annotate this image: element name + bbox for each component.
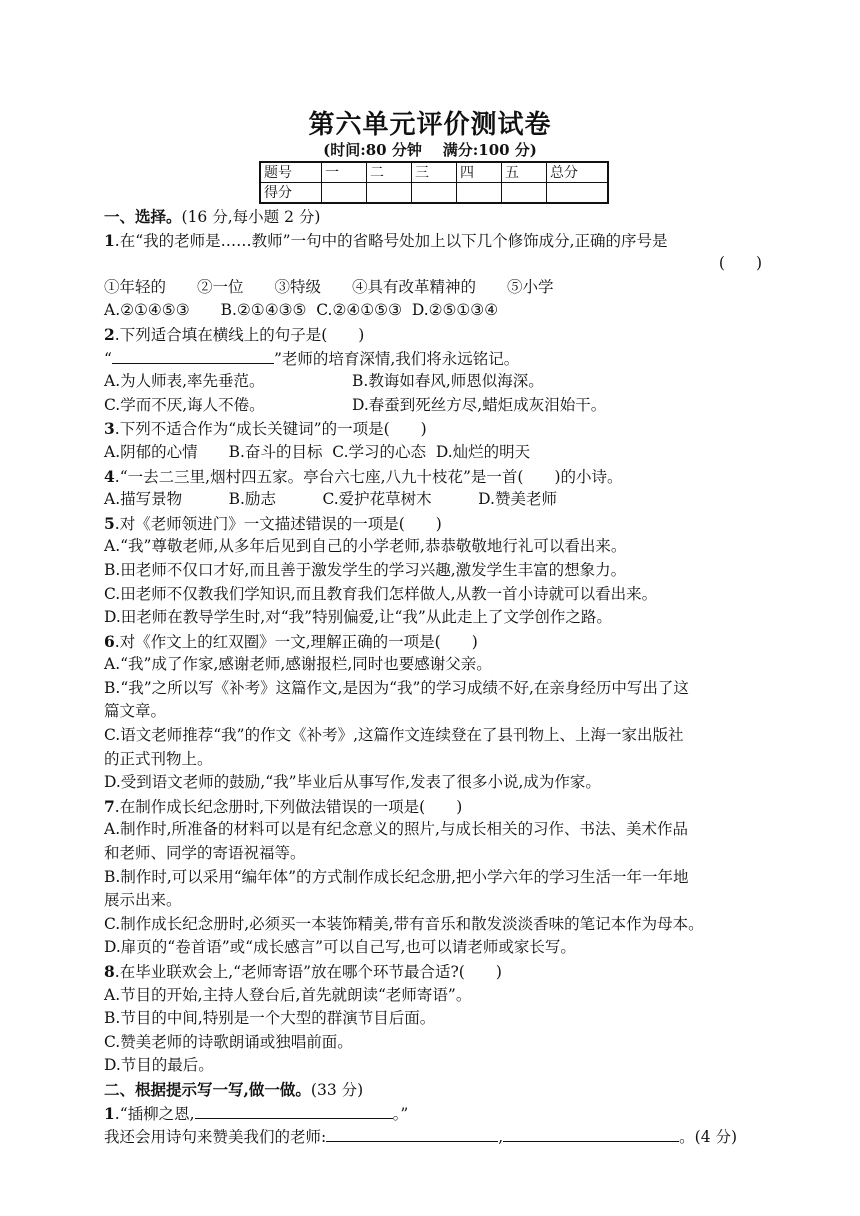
question-7-option-c: C.制作成长纪念册时,必须买一本装饰精美,带有音乐和散发淡淡香味的笔记本作为母本。: [104, 914, 704, 933]
question-4-options: A.描写景物 B.励志 C.爱护花草树木 D.赞美老师: [104, 490, 557, 509]
section-heading: 一、选择。(16 分,每小题 2 分): [104, 207, 321, 226]
question-7-option-a-cont: 和老师、同学的寄语祝福等。: [104, 844, 306, 863]
score-cell[interactable]: [322, 183, 367, 204]
question-8-option-b: B.节目的中间,特别是一个大型的群演节目后面。: [104, 1009, 436, 1028]
question-6-option-d: D.受到语文老师的鼓励,“我”毕业后从事写作,发表了很多小说,成为作家。: [104, 773, 601, 792]
question-5: 5.对《老师领进门》一文描述错误的一项是( ): [104, 513, 442, 533]
fill-blank[interactable]: [195, 1102, 393, 1119]
score-header-cell: 四: [457, 162, 502, 183]
exam-content: [104, 205, 762, 1149]
question-6-option-a: A.“我”成了作家,感谢老师,感谢报栏,同时也要感谢父亲。: [104, 655, 492, 674]
score-header-cell: 题号: [260, 162, 322, 183]
question-5-option-a: A.“我”尊敬老师,从多年后见到自己的小学老师,恭恭敬敬地行礼可以看出来。: [104, 537, 627, 556]
fill-blank[interactable]: [112, 347, 274, 364]
question-8-option-d: D.节目的最后。: [104, 1056, 214, 1075]
question-4: 4.“一去二三里,烟村四五家。亭台六七座,八九十枝花”是一首( )的小诗。: [104, 466, 623, 486]
section-2-question-1: 1.“插柳之恩, 。”: [104, 1103, 409, 1123]
question-1-items: ①年轻的 ②一位 ③特级 ④具有改革精神的 ⑤小学: [104, 277, 554, 296]
question-1: 1.在“我的老师是……教师”一句中的省略号处加上以下几个修饰成分,正确的序号是: [104, 230, 668, 250]
score-header-cell: 一: [322, 162, 367, 183]
question-2-options-cd: C.学而不厌,诲人不倦。 D.春蚕到死丝方尽,蜡炬成灰泪始干。: [104, 395, 607, 414]
score-table-score-row: [260, 183, 608, 204]
question-2-options-ab: A.为人师表,率先垂范。 B.教诲如春风,师恩似海深。: [104, 372, 544, 391]
question-5-option-b: B.田老师不仅口才好,而且善于激发学生的学习兴趣,激发学生丰富的想象力。: [104, 560, 627, 579]
question-7-option-b-cont: 展示出来。: [104, 891, 182, 910]
question-6-option-b-cont: 篇文章。: [104, 702, 167, 721]
question-7-option-b: B.制作时,可以采用“编年体”的方式制作成长纪念册,把小学六年的学习生活一年一年地: [104, 867, 689, 886]
score-cell[interactable]: [502, 183, 547, 204]
question-7-option-a: A.制作时,所准备的材料可以是有纪念意义的照片,与成长相关的习作、书法、美术作品: [104, 820, 688, 839]
question-6-option-c-cont: 的正式刊物上。: [104, 749, 213, 768]
question-8-option-c: C.赞美老师的诗歌朗诵或独唱前面。: [104, 1032, 353, 1051]
score-header-cell: 三: [412, 162, 457, 183]
section-2-question-1-poem: 我还会用诗句来赞美我们的老师: , 。(4 分): [104, 1125, 762, 1149]
score-header-cell: 总分: [547, 162, 609, 183]
page-title: 第六单元评价测试卷: [308, 110, 552, 140]
question-2: 2.下列适合填在横线上的句子是( ): [104, 324, 365, 344]
score-cell[interactable]: [547, 183, 609, 204]
page-subtitle: (时间:80 分钟 满分:100 分): [323, 141, 537, 159]
fill-blank[interactable]: [326, 1125, 498, 1142]
fill-blank[interactable]: [503, 1125, 679, 1142]
question-3-options: A.阴郁的心情 B.奋斗的目标 C.学习的心态 D.灿烂的明天: [104, 442, 531, 461]
score-header-cell: 五: [502, 162, 547, 183]
score-header-cell: 二: [367, 162, 412, 183]
question-1-options: A.②①④⑤③ B.②①④③⑤ C.②④①⑤③ D.②⑤①③④: [104, 301, 499, 320]
question-5-option-c: C.田老师不仅教我们学知识,而且教育我们怎样做人,从教一首小诗就可以看出来。: [104, 584, 658, 603]
question-5-option-d: D.田老师在教导学生时,对“我”特别偏爱,让“我”从此走上了文学创作之路。: [104, 608, 612, 627]
question-6-option-c: C.语文老师推荐“我”的作文《补考》,这篇作文连续登在了县刊物上、上海一家出版社: [104, 726, 684, 745]
score-row-label: 得分: [260, 183, 322, 204]
answer-paren[interactable]: ( ): [718, 254, 762, 273]
question-3: 3.下列不适合作为“成长关键词”的一项是( ): [104, 419, 427, 439]
question-7-option-d: D.扉页的“卷首语”或“成长感言”可以自己写,也可以请老师或家长写。: [104, 938, 576, 957]
question-2-fill: “ ”老师的培育深情,我们将永远铭记。: [104, 347, 762, 371]
score-cell[interactable]: [457, 183, 502, 204]
score-table-header-row: [260, 162, 608, 183]
question-8-option-a: A.节目的开始,主持人登台后,首先就朗读“老师寄语”。: [104, 985, 472, 1004]
question-7: 7.在制作成长纪念册时,下列做法错误的一项是( ): [104, 796, 463, 816]
question-8: 8.在毕业联欢会上,“老师寄语”放在哪个环节最合适?( ): [104, 962, 502, 981]
score-cell[interactable]: [367, 183, 412, 204]
section-heading: 二、根据提示写一写,做一做。(33 分): [104, 1079, 364, 1099]
question-6-option-b: B.“我”之所以写《补考》这篇作文,是因为“我”的学习成绩不好,在亲身经历中写出了这: [104, 678, 689, 697]
question-6: 6.对《作文上的红双圈》一文,理解正确的一项是( ): [104, 631, 478, 651]
score-cell[interactable]: [412, 183, 457, 204]
score-table: [259, 161, 609, 204]
